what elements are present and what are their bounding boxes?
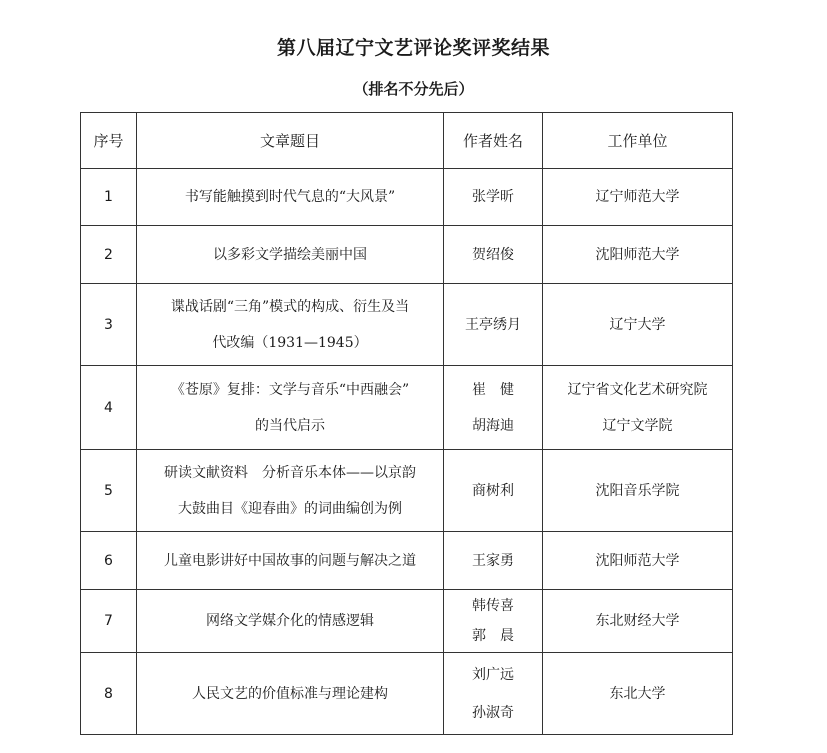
table-row bbox=[81, 450, 733, 532]
row-number: 5 bbox=[81, 450, 137, 532]
work-unit: 辽宁省文化艺术研究院 bbox=[567, 381, 708, 398]
row-number: 2 bbox=[81, 226, 137, 284]
row-authors bbox=[444, 532, 543, 590]
title-line: 儿童电影讲好中国故事的问题与解决之道 bbox=[164, 552, 416, 569]
header-work-unit: 工作单位 bbox=[543, 113, 733, 169]
table-row bbox=[81, 169, 733, 226]
author-name: 胡海迪 bbox=[472, 417, 514, 434]
title-line: 谍战话剧“三角”模式的构成、衍生及当 bbox=[170, 298, 410, 315]
row-units bbox=[543, 653, 733, 735]
work-unit: 辽宁师范大学 bbox=[595, 189, 680, 205]
author-name: 孙淑奇 bbox=[472, 704, 514, 721]
row-title bbox=[137, 366, 444, 450]
title-line: 研读文献资料 分析音乐本体——以京韵 bbox=[164, 464, 416, 481]
page-title: 第八届辽宁文艺评论奖评奖结果 bbox=[276, 37, 550, 59]
row-units bbox=[543, 590, 733, 653]
row-authors bbox=[444, 653, 543, 735]
row-number: 4 bbox=[81, 366, 137, 450]
row-units bbox=[543, 366, 733, 450]
work-unit: 辽宁大学 bbox=[609, 316, 666, 333]
row-number: 1 bbox=[81, 169, 137, 226]
table-row bbox=[81, 284, 733, 366]
row-authors bbox=[444, 450, 543, 532]
table-header-row bbox=[81, 113, 733, 169]
row-number: 6 bbox=[81, 532, 137, 590]
row-units bbox=[543, 532, 733, 590]
work-unit: 辽宁文学院 bbox=[602, 417, 673, 434]
work-unit: 沈阳师范大学 bbox=[595, 246, 680, 263]
row-title bbox=[137, 169, 444, 226]
table-row bbox=[81, 590, 733, 653]
work-unit: 沈阳音乐学院 bbox=[595, 482, 680, 499]
author-name: 崔 健 bbox=[472, 381, 514, 398]
row-authors bbox=[444, 169, 543, 226]
title-line: 网络文学媒介化的情感逻辑 bbox=[206, 613, 374, 629]
table-row bbox=[81, 532, 733, 590]
row-authors bbox=[444, 366, 543, 450]
author-name: 王亭绣月 bbox=[465, 316, 521, 333]
author-name: 商树利 bbox=[472, 482, 514, 499]
work-unit: 沈阳师范大学 bbox=[595, 552, 680, 569]
row-authors bbox=[444, 590, 543, 653]
row-number: 7 bbox=[81, 590, 137, 653]
author-name: 刘广远 bbox=[472, 666, 514, 683]
work-unit: 东北大学 bbox=[609, 685, 666, 702]
table-row bbox=[81, 366, 733, 450]
row-authors bbox=[444, 284, 543, 366]
title-line: 以多彩文学描绘美丽中国 bbox=[213, 246, 367, 263]
row-units bbox=[543, 169, 733, 226]
header-article-title: 文章题目 bbox=[137, 113, 444, 169]
author-name: 郭 晨 bbox=[472, 628, 514, 644]
row-units bbox=[543, 450, 733, 532]
title-line: 的当代启示 bbox=[255, 417, 325, 434]
row-title bbox=[137, 450, 444, 532]
title-line: 《苍原》复排：文学与音乐“中西融会” bbox=[170, 381, 410, 398]
table-row bbox=[81, 226, 733, 284]
title-line: 书写能触摸到时代气息的“大风景” bbox=[184, 189, 396, 205]
table-row bbox=[81, 653, 733, 735]
row-number: 8 bbox=[81, 653, 137, 735]
header-author-name: 作者姓名 bbox=[444, 113, 543, 169]
work-unit: 东北财经大学 bbox=[595, 613, 680, 629]
row-title bbox=[137, 590, 444, 653]
row-title bbox=[137, 653, 444, 735]
header-number: 序号 bbox=[81, 113, 137, 169]
author-name: 韩传喜 bbox=[472, 598, 514, 614]
row-title bbox=[137, 226, 444, 284]
author-name: 王家勇 bbox=[472, 552, 514, 569]
page-subtitle: （排名不分先后） bbox=[353, 80, 474, 98]
title-line: 大鼓曲目《迎春曲》的词曲编创为例 bbox=[178, 500, 402, 517]
row-title bbox=[137, 532, 444, 590]
results-table bbox=[80, 112, 733, 735]
row-number: 3 bbox=[81, 284, 137, 366]
row-title bbox=[137, 284, 444, 366]
title-line: 人民文艺的价值标准与理论建构 bbox=[192, 685, 388, 702]
row-units bbox=[543, 226, 733, 284]
title-line: 代改编（1931—1945） bbox=[212, 334, 368, 351]
author-name: 贺绍俊 bbox=[472, 246, 514, 263]
row-authors bbox=[444, 226, 543, 284]
author-name: 张学昕 bbox=[472, 189, 514, 205]
row-units bbox=[543, 284, 733, 366]
